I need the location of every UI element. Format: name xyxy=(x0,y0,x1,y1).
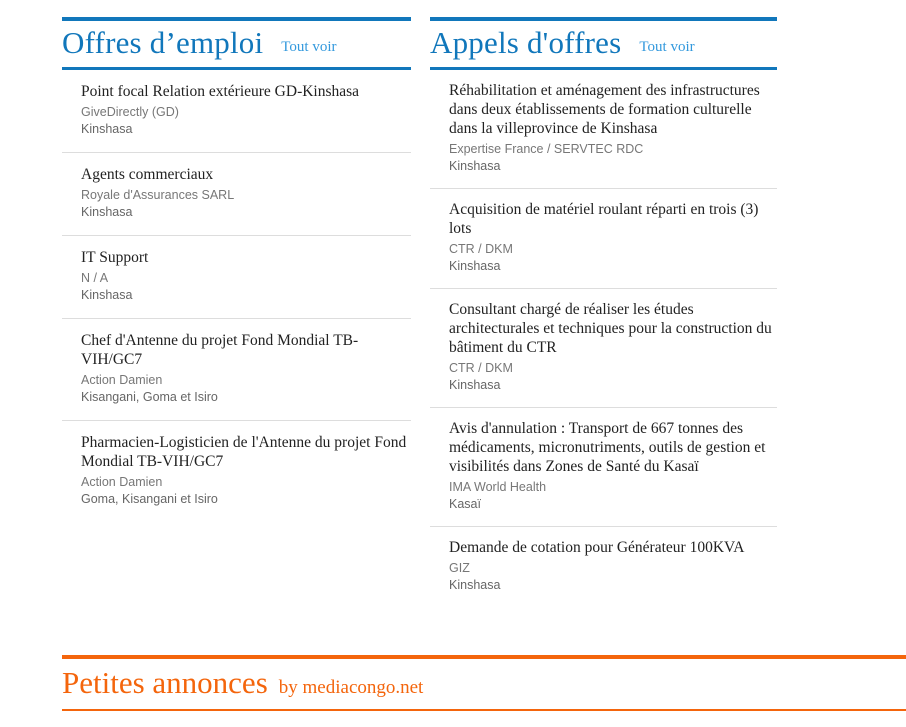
tender-organization: CTR / DKM xyxy=(449,242,513,256)
job-title-link[interactable]: Chef d'Antenne du projet Fond Mondial TB-VIH/GC7 xyxy=(81,332,359,368)
tender-location: Kinshasa xyxy=(449,578,501,592)
job-location: Kinshasa xyxy=(81,122,133,136)
list-item[interactable] xyxy=(430,289,777,408)
tender-title-link[interactable]: Demande de cotation pour Générateur 100KVA xyxy=(449,539,745,556)
tender-location: Kinshasa xyxy=(449,378,501,392)
section-header-petites-annonces xyxy=(62,655,906,711)
section-title-offres-emploi: Offres d’emploi xyxy=(62,25,264,60)
tender-organization: GIZ xyxy=(449,561,470,575)
tender-title-link[interactable]: Avis d'annulation : Transport de 667 tonnes des médicaments, micronutriments, outils de gestion et visibilités dans Zones de Santé du Kasaï xyxy=(449,420,766,475)
list-item[interactable] xyxy=(430,527,777,607)
tender-location: Kasaï xyxy=(449,497,481,511)
section-title-petites-annonces: Petites annonces xyxy=(62,665,268,700)
job-title-link[interactable]: Pharmacien-Logisticien de l'Antenne du projet Fond Mondial TB-VIH/GC7 xyxy=(81,434,407,470)
list-item[interactable] xyxy=(62,153,411,236)
section-offres-emploi xyxy=(62,17,411,607)
tender-title-link[interactable]: Acquisition de matériel roulant réparti en trois (3) lots xyxy=(449,201,759,237)
list-item[interactable] xyxy=(62,421,411,522)
list-item[interactable] xyxy=(62,70,411,153)
job-location: Kinshasa xyxy=(81,205,133,219)
job-title-link[interactable]: IT Support xyxy=(81,249,149,266)
job-organization: Action Damien xyxy=(81,475,163,489)
job-organization: Action Damien xyxy=(81,373,163,387)
tender-organization: CTR / DKM xyxy=(449,361,513,375)
list-item[interactable] xyxy=(430,189,777,289)
tender-organization: IMA World Health xyxy=(449,480,547,494)
section-appels-offres xyxy=(430,17,777,607)
list-item[interactable] xyxy=(62,236,411,319)
section-header-appels-offres xyxy=(430,17,777,70)
list-item[interactable] xyxy=(430,70,777,189)
list-item[interactable] xyxy=(430,408,777,527)
section-header-offres-emploi xyxy=(62,17,411,70)
tender-location: Kinshasa xyxy=(449,159,501,173)
job-location: Goma, Kisangani et Isiro xyxy=(81,492,218,506)
job-location: Kinshasa xyxy=(81,288,133,302)
job-organization: GiveDirectly (GD) xyxy=(81,105,179,119)
tender-title-link[interactable]: Réhabilitation et aménagement des infrastructures dans deux établissements de formation culturelle dans la villeprovince de Kinshasa xyxy=(449,82,760,137)
job-organization: Royale d'Assurances SARL xyxy=(81,188,235,202)
tender-title-link[interactable]: Consultant chargé de réaliser les études architecturales et techniques pour la construction du bâtiment du CTR xyxy=(449,301,772,356)
section-title-appels-offres: Appels d'offres xyxy=(430,25,622,60)
see-all-link-appels-offres[interactable]: Tout voir xyxy=(639,39,695,55)
job-location: Kisangani, Goma et Isiro xyxy=(81,390,218,404)
tender-location: Kinshasa xyxy=(449,259,501,273)
job-title-link[interactable]: Agents commerciaux xyxy=(81,166,214,183)
job-list xyxy=(62,70,411,522)
tender-organization: Expertise France / SERVTEC RDC xyxy=(449,142,644,156)
tender-list xyxy=(430,70,777,607)
list-item[interactable] xyxy=(62,319,411,421)
job-title-link[interactable]: Point focal Relation extérieure GD-Kinshasa xyxy=(81,83,360,100)
see-all-link-offres-emploi[interactable]: Tout voir xyxy=(281,39,337,55)
petites-annonces-byline: by mediacongo.net xyxy=(278,677,424,698)
job-organization: N / A xyxy=(81,271,109,285)
